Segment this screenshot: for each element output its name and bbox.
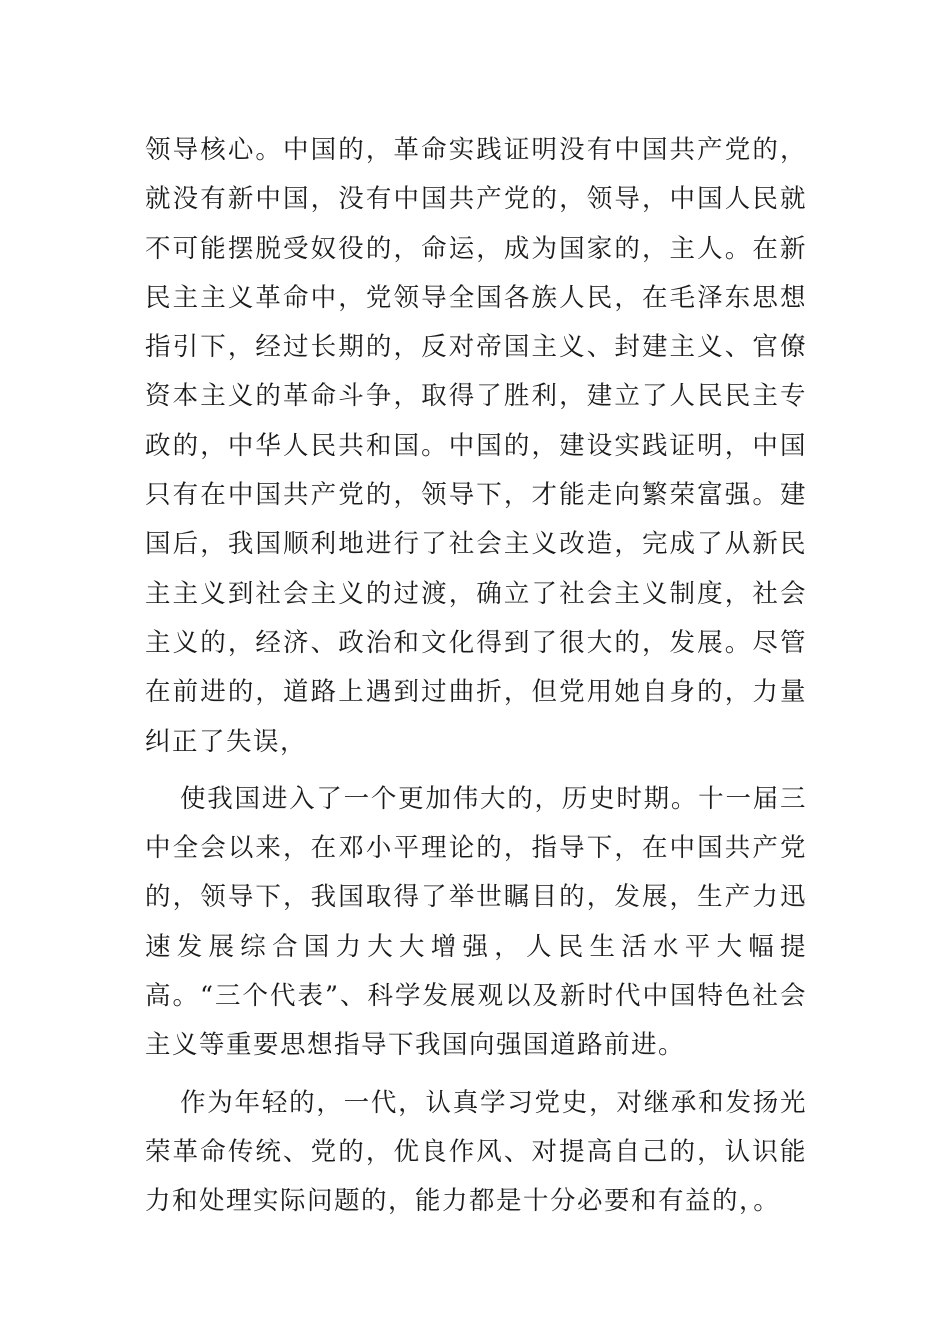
paragraph-2: 使我国进入了一个更加伟大的，历史时期。十一届三中全会以来，在邓小平理论的，指导下，在中国共产党的，领导下，我国取得了举世瞩目的，发展，生产力迅速发展综合国力大大增强，人民生活水平大幅提高。“三个代表”、科学发展观以及新时代中国特色社会主义等重要思想指导下我国向强国道路前进。 bbox=[145, 783, 807, 1061]
document-body bbox=[145, 126, 807, 1227]
paragraph-1: 领导核心。中国的，革命实践证明没有中国共产党的，就没有新中国，没有中国共产党的，领导，中国人民就不可能摆脱受奴役的，命运，成为国家的，主人。在新民主主义革命中，党领导全国各族人民，在毛泽东思想指引下，经过长期的，反对帝国主义、封建主义、官僚资本主义的革命斗争，取得了胜利，建立了人民民主专政的，中华人民共和国。中国的，建设实践证明，中国只有在中国共产党的，领导下，才能走向繁荣富强。建国后，我国顺利地进行了社会主义改造，完成了从新民主主义到社会主义的过渡，确立了社会主义制度，社会主义的，经济、政治和文化得到了很大的，发展。尽管在前进的，道路上遇到过曲折，但党用她自身的，力量纠正了失误， bbox=[145, 135, 807, 757]
paragraph-3: 作为年轻的，一代，认真学习党史，对继承和发扬光荣革命传统、党的，优良作风、对提高自己的，认识能力和处理实际问题的，能力都是十分必要和有益的，。 bbox=[145, 1087, 807, 1217]
